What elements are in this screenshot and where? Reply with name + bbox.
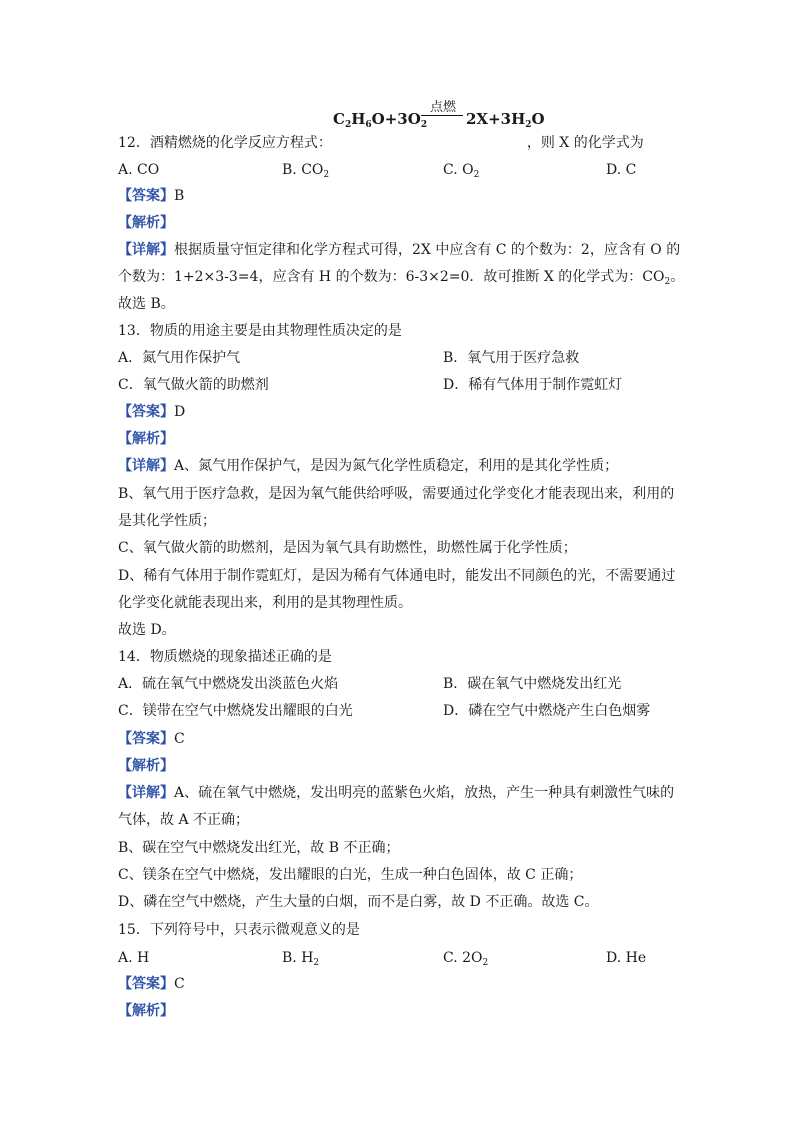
q13-answer: 【答案】D	[118, 404, 186, 420]
q14-option-d: D．磷在空气中燃烧产生白色烟雾	[443, 703, 651, 719]
q15-analysis-heading: 【解析】	[118, 1003, 174, 1019]
q13-analysis-heading: 【解析】	[118, 431, 174, 447]
q13-option-c: C．氧气做火箭的助燃剂	[118, 377, 269, 393]
q13-detail-line-3: 是其化学性质；	[118, 513, 216, 529]
q14-detail-line-1: 【详解】A、硫在氧气中燃烧，发出明亮的蓝紫色火焰，放热，产生一种具有刺激性气味的	[118, 785, 675, 801]
q13-option-b: B．氧气用于医疗急救	[443, 350, 580, 366]
q14-option-c: C．镁带在空气中燃烧发出耀眼的白光	[118, 703, 353, 719]
equation-reactants: $C_2H_6O+3O_2$	[333, 110, 428, 130]
q12-option-d: D. C	[606, 162, 637, 178]
q14-detail-line-2: 气体，故 A 不正确；	[118, 812, 250, 828]
q12-detail-line-1: 【详解】根据质量守恒定律和化学方程式可得，2X 中应含有 C 的个数为：2，应含有 O 的	[118, 242, 681, 258]
q12-answer: 【答案】B	[118, 188, 185, 204]
q12-analysis-heading: 【解析】	[118, 215, 174, 231]
q15-option-a: A. H	[118, 950, 150, 966]
q14-option-a: A．硫在氧气中燃烧发出淡蓝色火焰	[118, 676, 339, 692]
q14-detail-line-5: D、磷在空气中燃烧，产生大量的白烟，而不是白雾，故 D 不正确。故选 C。	[118, 894, 599, 910]
q13-stem: 13．物质的用途主要是由其物理性质决定的是	[118, 323, 402, 339]
chemical-equation	[333, 96, 545, 136]
q15-stem: 15．下列符号中，只表示微观意义的是	[118, 922, 360, 938]
q15-answer: 【答案】C	[118, 976, 185, 992]
equation-condition: 点燃	[429, 100, 456, 115]
equation-arrow-bar	[421, 115, 463, 116]
q13-detail-line-5: D、稀有气体用于制作霓虹灯，是因为稀有气体通电时，能发出不同颜色的光，不需要通过	[118, 568, 676, 584]
q12-option-c: C. $O_2$	[443, 162, 480, 180]
q13-option-a: A．氮气用作保护气	[118, 350, 241, 366]
q12-stem: 12．酒精燃烧的化学反应方程式： ，则 X 的化学式为	[118, 135, 644, 151]
q12-conclusion: 故选 B。	[118, 296, 175, 312]
q15-option-c: C. $2O_2$	[443, 950, 489, 968]
q14-analysis-heading: 【解析】	[118, 758, 174, 774]
equation-products: $2X+3H_2O$	[466, 110, 545, 130]
q12-detail-line-2: 个数为：1+2×3-3=4，应含有 H 的个数为：6-3×2=0．故可推断 X 的化学式为：$CO_2$。	[118, 269, 685, 287]
q13-detail-line-2: B、氧气用于医疗急救，是因为氧气能供给呼吸，需要通过化学变化才能表现出来，利用的	[118, 486, 675, 502]
q12-option-b: B. $CO_2$	[282, 162, 330, 180]
q15-option-b: B. $H_2$	[282, 950, 320, 968]
q13-option-d: D．稀有气体用于制作霓虹灯	[443, 377, 623, 393]
q14-stem: 14．物质燃烧的现象描述正确的是	[118, 649, 332, 665]
q13-detail-line-1: 【详解】A、氮气用作保护气，是因为氮气化学性质稳定，利用的是其化学性质；	[118, 458, 619, 474]
q12-option-a: A. CO	[118, 162, 160, 178]
q13-detail-line-4: C、氧气做火箭的助燃剂，是因为氧气具有助燃性，助燃性属于化学性质；	[118, 540, 577, 556]
q14-detail-line-3: B、碳在空气中燃烧发出红光，故 B 不正确；	[118, 840, 400, 856]
q14-detail-line-4: C、镁条在空气中燃烧，发出耀眼的白光，生成一种白色固体，故 C 正确；	[118, 867, 583, 883]
q13-detail-line-6: 化学变化就能表现出来，利用的是其物理性质。	[118, 595, 412, 611]
q14-option-b: B．碳在氧气中燃烧发出红光	[443, 676, 622, 692]
q14-answer: 【答案】C	[118, 731, 185, 747]
q15-option-d: D. He	[606, 950, 647, 966]
q13-conclusion: 故选 D。	[118, 622, 176, 638]
